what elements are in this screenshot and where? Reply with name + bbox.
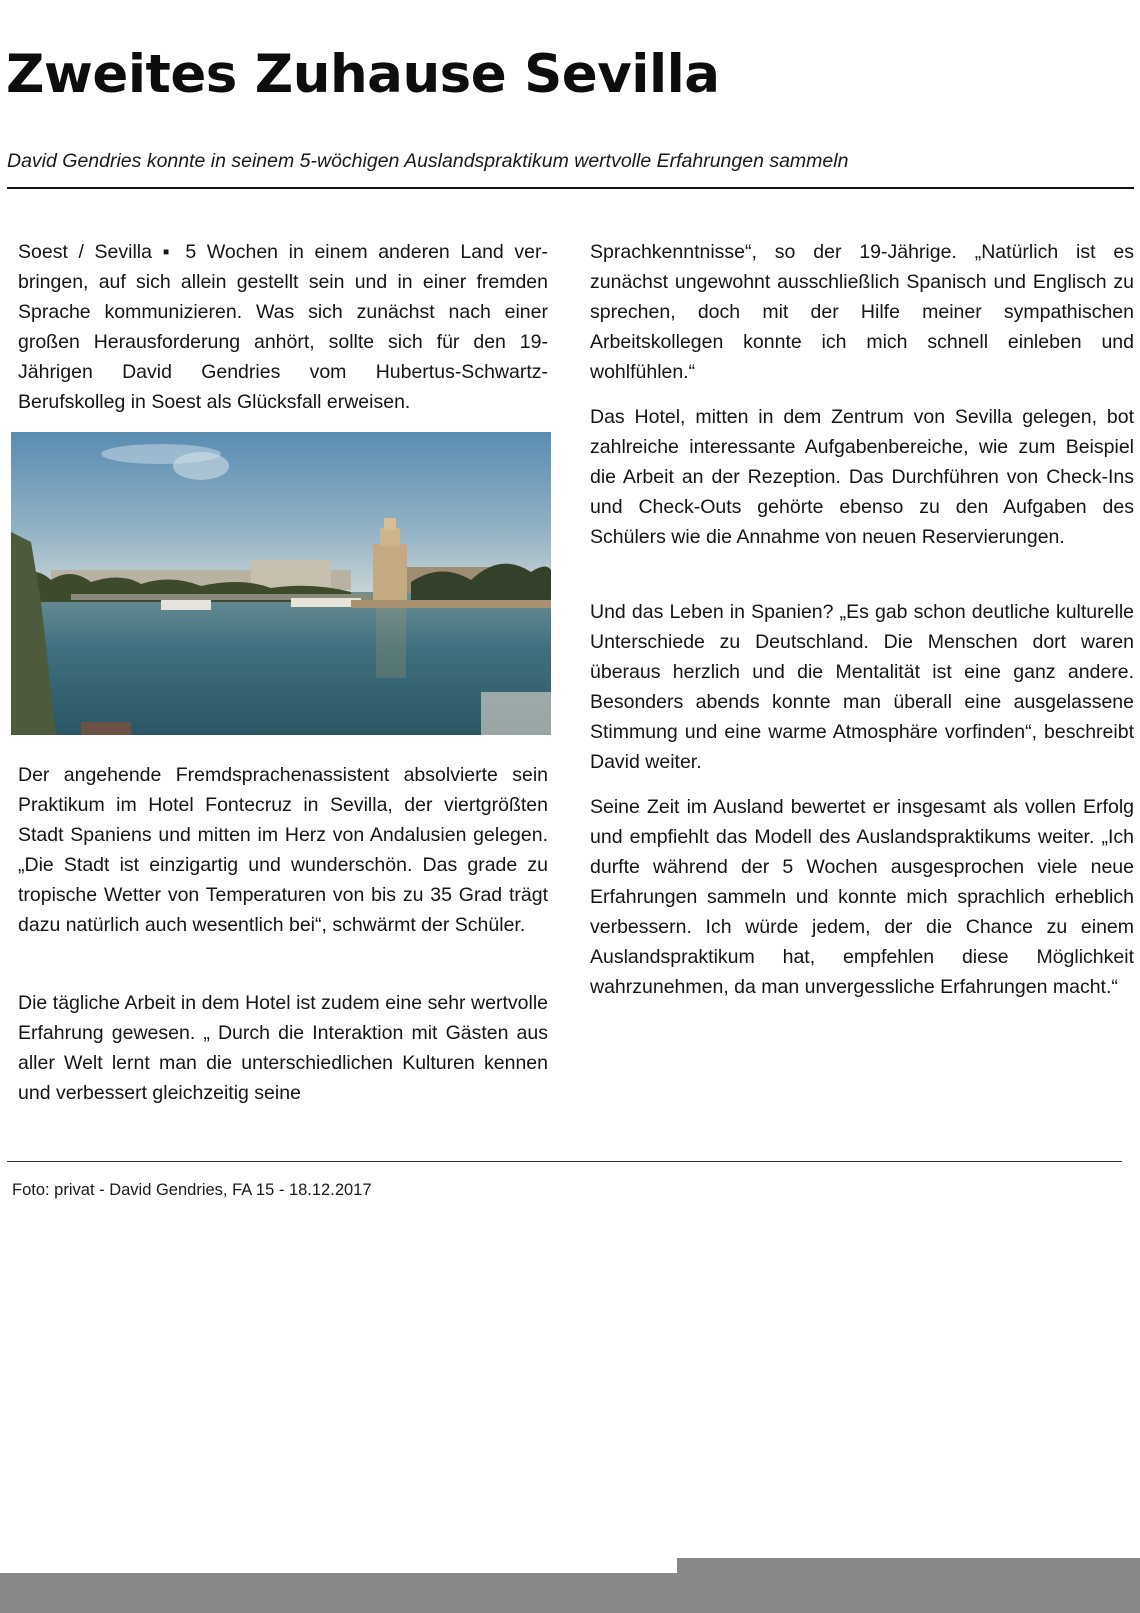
river bbox=[11, 592, 551, 735]
river-with-tower-photo bbox=[11, 432, 551, 735]
right-paragraph-3: Und das Leben in Spanien? „Es gab schon deutliche kulturelle Unterschiede zu Deutschland. Die Menschen dort waren überaus herzlich und die Mentalität ist eine ganz andere. Besonders abends konnte man überall eine ausgelassene Stimmung und eine warme Atmosphäre vorfinden“, beschreibt David weiter. bbox=[590, 601, 1134, 773]
photo-caption: Foto: privat - David Gendries, FA 15 - 18.12.2017 bbox=[12, 1181, 372, 1199]
article-photo bbox=[11, 432, 551, 735]
header-divider bbox=[7, 187, 1134, 189]
footer-bar-right bbox=[677, 1558, 1140, 1613]
tower bbox=[373, 544, 407, 600]
body-paragraph-3: Die tägliche Arbeit in dem Hotel ist zudem eine sehr wertvolle Erfahrung gewesen. „ Durch die Interaktion mit Gästen aus aller Welt lernt man die unterschiedlichen Kulturen kennen und verbessert gleichzeitig seine bbox=[18, 992, 548, 1104]
intro-paragraph: Soest / Sevilla ▪ 5 Wochen in einem anderen Land verbringen, auf sich allein gestellt sein und in einer fremden Sprache kommunizieren. Was sich zunächst nach einer großen Herausforderung anhört, sollte sich für den 19-Jährigen David Gendries vom Hubertus-Schwartz-Berufskolleg in Soest als Glücksfall erweisen. bbox=[18, 241, 548, 413]
right-paragraph-1: Sprachkenntnisse“, so der 19-Jährige. „Natürlich ist es zunächst ungewohnt ausschließlich Spanisch und Englisch zu sprechen, doch mit der Hilfe meiner sympathischen Arbeitskollegen konnte ich mich schnell einleben und wohlfühlen.“ bbox=[590, 241, 1134, 383]
footer-divider bbox=[7, 1161, 1122, 1162]
body-paragraph-2: Der angehende Fremdsprachenassistent absolvierte sein Praktikum im Hotel Fontecruz in Sevilla, der viertgrößten Stadt Spaniens und mitten im Herz von Andalusien gelegen. „Die Stadt ist einzigartig und wunderschön. Das grade zu tropische Wetter von Temperaturen von bis zu 35 Grad trägt dazu natürlich auch wesentlich bei“, schwärmt der Schüler. bbox=[18, 764, 548, 936]
right-paragraph-4: Seine Zeit im Ausland bewertet er insgesamt als vollen Erfolg und empfiehlt das Modell des Auslandspraktikums weiter. „Ich durfte während der 5 Wochen ausgesprochen viele neue Erfahrungen sammeln und konnte mich sprachlich erheblich verbessern. Ich würde jedem, der die Chance zu einem Auslandspraktikum hat, empfehlen diese Möglichkeit wahrzunehmen, da man unvergessliche Erfahrungen macht.“ bbox=[590, 796, 1134, 998]
article-headline: Zweites Zuhause Sevilla bbox=[6, 44, 720, 105]
footer-bar-left bbox=[0, 1573, 677, 1613]
right-paragraph-2: Das Hotel, mitten in dem Zentrum von Sevilla gelegen, bot zahlreiche interessante Aufgabenbereiche, wie zum Beispiel die Arbeit an der Rezeption. Das Durchführen von Check-Ins und Check-Outs gehörte ebenso zu den Aufgaben des Schülers wie die Annahme von neuen Reservierungen. bbox=[590, 406, 1134, 548]
article-subtitle: David Gendries konnte in seinem 5-wöchigen Auslandspraktikum wertvolle Erfahrungen sammeln bbox=[7, 150, 849, 172]
